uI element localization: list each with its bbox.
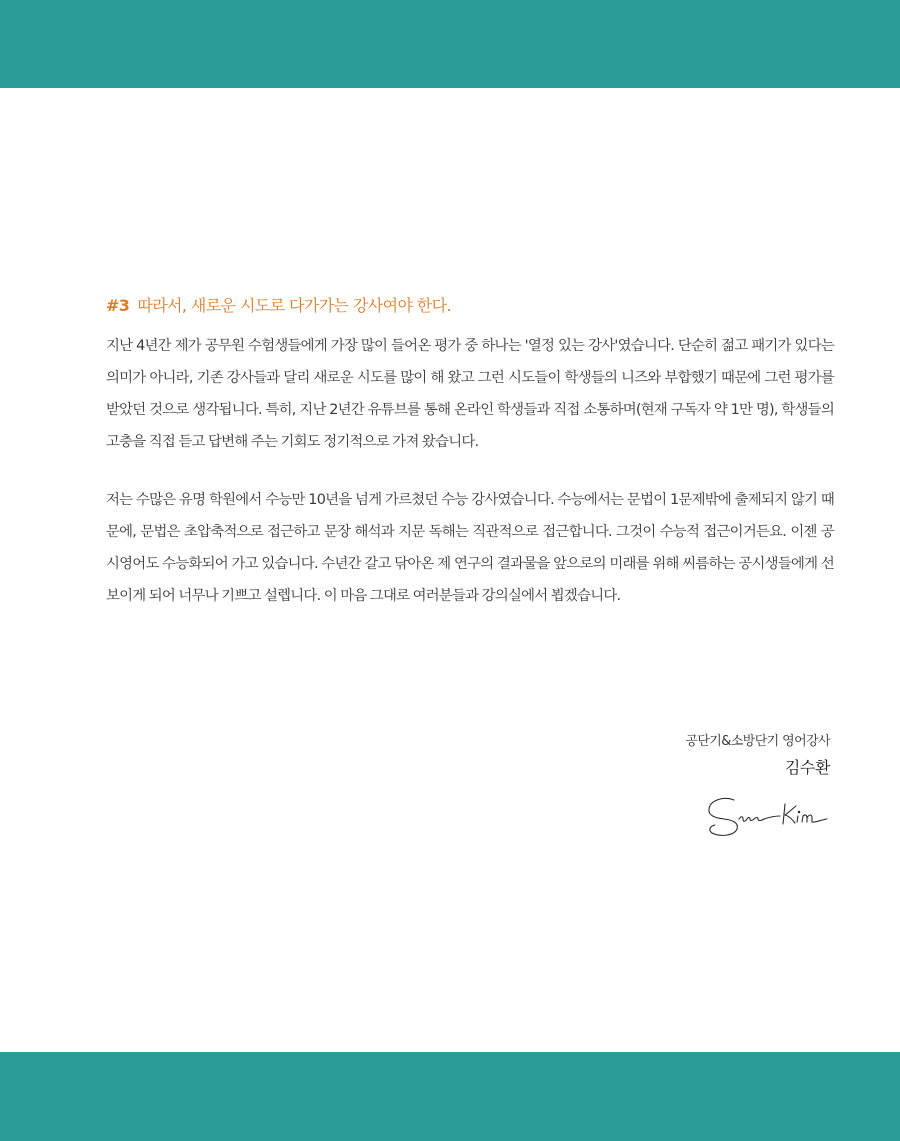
section-heading [106,292,834,320]
body-paragraph-2: 저는 수많은 유명 학원에서 수능만 10년을 넘게 가르쳤던 수능 강사였습니다. 수능에서는 문법이 1문제밖에 출제되지 않기 때문에, 문법은 초압축적으로 접근하고 문장 해석과 지문 독해는 직관적으로 접근합니다. 그것이 수능적 접근이거든요. 이젠 공시영어도 수능화되어 가고 있습니다. 수년간 갈고 닦아온 제 연구의 결과물을 앞으로의 미래를 위해 씨름하는 공시생들에게 선보이게 되어 너무나 기쁘고 설렙니다. 이 마음 그대로 여러분들과 강의실에서 뵙겠습니다. [106,492,834,604]
top-accent-bar [0,0,900,88]
bottom-accent-bar [0,1052,900,1141]
main-content [106,292,834,612]
signature-block [530,730,830,782]
signature-name: 김수환 [784,758,830,777]
body-paragraph-1: 지난 4년간 제가 공무원 수험생들에게 가장 많이 들어온 평가 중 하나는 '열정 있는 강사'였습니다. 단순히 젊고 패기가 있다는 의미가 아니라, 기존 강사들과 달리 새로운 시도를 많이 해 왔고 그런 시도들이 학생들의 니즈와 부합했기 때문에 그런 평가를 받았던 것으로 생각됩니다. 특히, 지난 2년간 유튜브를 통해 온라인 학생들과 직접 소통하며(현재 구독자 약 1만 명), 학생들의 고충을 직접 듣고 답변해 주는 기회도 정기적으로 가져 왔습니다. [106,338,834,450]
handwritten-signature-icon [706,792,830,840]
section-number: #3 [106,296,130,315]
signature-role: 공단기&소방단기 영어강사 [685,734,830,749]
section-title: 따라서, 새로운 시도로 다가가는 강사여야 한다. [137,296,452,315]
